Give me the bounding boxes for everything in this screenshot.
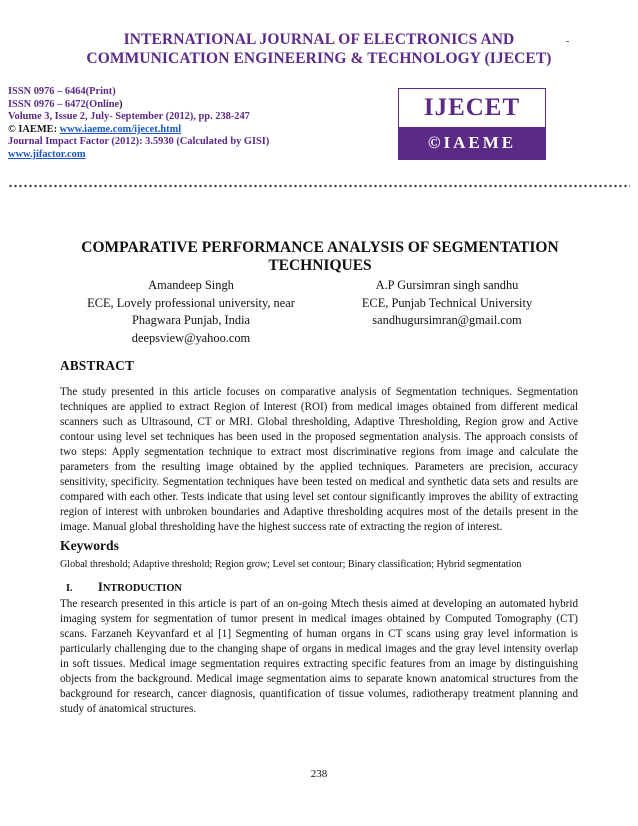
iaeme-link[interactable]: www.iaeme.com/ijecet.html	[59, 123, 182, 135]
iaeme-line	[8, 124, 388, 137]
section-title-rest: NTRODUCTION	[102, 583, 182, 594]
journal-title-line2: COMMUNICATION ENGINEERING & TECHNOLOGY (IJECET)	[86, 50, 552, 67]
ijecet-logo-text: IJECET	[399, 89, 545, 127]
paper-title	[50, 239, 590, 275]
dotted-divider	[8, 183, 630, 189]
section-title-first: I	[98, 580, 103, 594]
jifactor-line	[8, 149, 388, 162]
keywords-heading: Keywords	[60, 538, 119, 553]
issn-block	[8, 86, 388, 162]
keywords-text: Global threshold; Adaptive threshold; Region grow; Level set contour; Binary classification; Hybrid segmentation	[60, 559, 522, 570]
author-1-location: Phagwara Punjab, India	[131, 313, 251, 327]
journal-title	[0, 30, 638, 68]
paper-title-line1: COMPARATIVE PERFORMANCE ANALYSIS OF SEGMENTATION	[81, 239, 559, 256]
section-number: I.	[66, 583, 73, 594]
author-2-affiliation: ECE, Punjab Technical University	[361, 295, 533, 310]
introduction-text: The research presented in this article is part of an on-going Mtech thesis aimed at developing an automated hybrid imaging system for segmentation of tumor present in medical images obtained by Computed Tomography (CT) scans. Farzaneh Keyvanfard et al [1] Segmenting of human organs in CT scans using gray level information is particularly challenging due to the changing shape of organs in medical images and the gray level intensity overlap in soft tissues. Medical image segmentation requires extracting specific features from an image by distinguishing objects from the background. Medical image segmentation aims to separate known anatomical structures from the background for research, cancer diagnosis, quantification of tissue volumes, radiotherapy treatment planning and study of anatomical structures.	[60, 598, 578, 716]
page-number: 238	[310, 768, 328, 780]
corner-mark: -	[566, 36, 570, 47]
author-1-name: Amandeep Singh	[148, 278, 234, 292]
issn-online-paren: )	[119, 98, 123, 110]
issn-online-text: ISSN 0976 – 6472(Online	[8, 98, 120, 110]
impact-factor: Journal Impact Factor (2012): 3.5930 (Calculated by GISI)	[8, 136, 270, 148]
abstract-text: The study presented in this article focuses on comparative analysis of Segmentation techniques. Segmentation techniques are applied to extract Region of Interest (ROI) from medical images obtained from different medical scanners such as Ultrasound, CT or MRI. Global thresholding, Adaptive Thresholding, Region grow and Active contour using level set techniques has been used in the proposed segmentation analysis. The approach consists of two steps: Apply segmentation technique to extract most discriminative regions from image and calculate the parameters from the resulting image obtained by the applied techniques. Parameters are precision, accuracy sensitivity, specificity. Segmentation techniques have been tested on medical and synthetic data sets and results are compared with each other. Tests indicate that using level set contour significantly improves the ability of extracting region of interest with unbroken boundaries and Adaptive thresholding acquires most of the details present in the image. Manual global thresholding have the highest success rate of extracting the region of interest.	[60, 386, 578, 534]
iaeme-logo-text: ©IAEME	[399, 127, 545, 159]
issn-online	[8, 99, 388, 112]
author-2-name: A.P Gursimran singh sandhu	[375, 278, 519, 292]
author-2-email: sandhugursimran@gmail.com	[372, 313, 522, 327]
journal-title-line1: INTERNATIONAL JOURNAL OF ELECTRONICS AND	[123, 31, 515, 48]
jifactor-link[interactable]: www.jifactor.com	[8, 148, 86, 160]
paper-title-line2: TECHNIQUES	[268, 257, 372, 274]
author-1-affiliation: ECE, Lovely professional university, near	[87, 295, 295, 310]
author-1	[56, 277, 326, 347]
abstract-heading: ABSTRACT	[60, 358, 135, 373]
author-2	[322, 277, 572, 330]
iaeme-label: © IAEME:	[8, 123, 60, 135]
issn-print: ISSN 0976 – 6464(Print)	[8, 86, 116, 97]
author-1-email: deepsview@yahoo.com	[131, 330, 251, 345]
section-heading-introduction	[66, 580, 182, 595]
ijecet-logo	[398, 88, 546, 160]
volume-info: Volume 3, Issue 2, July- September (2012), pp. 238-247	[8, 111, 250, 123]
